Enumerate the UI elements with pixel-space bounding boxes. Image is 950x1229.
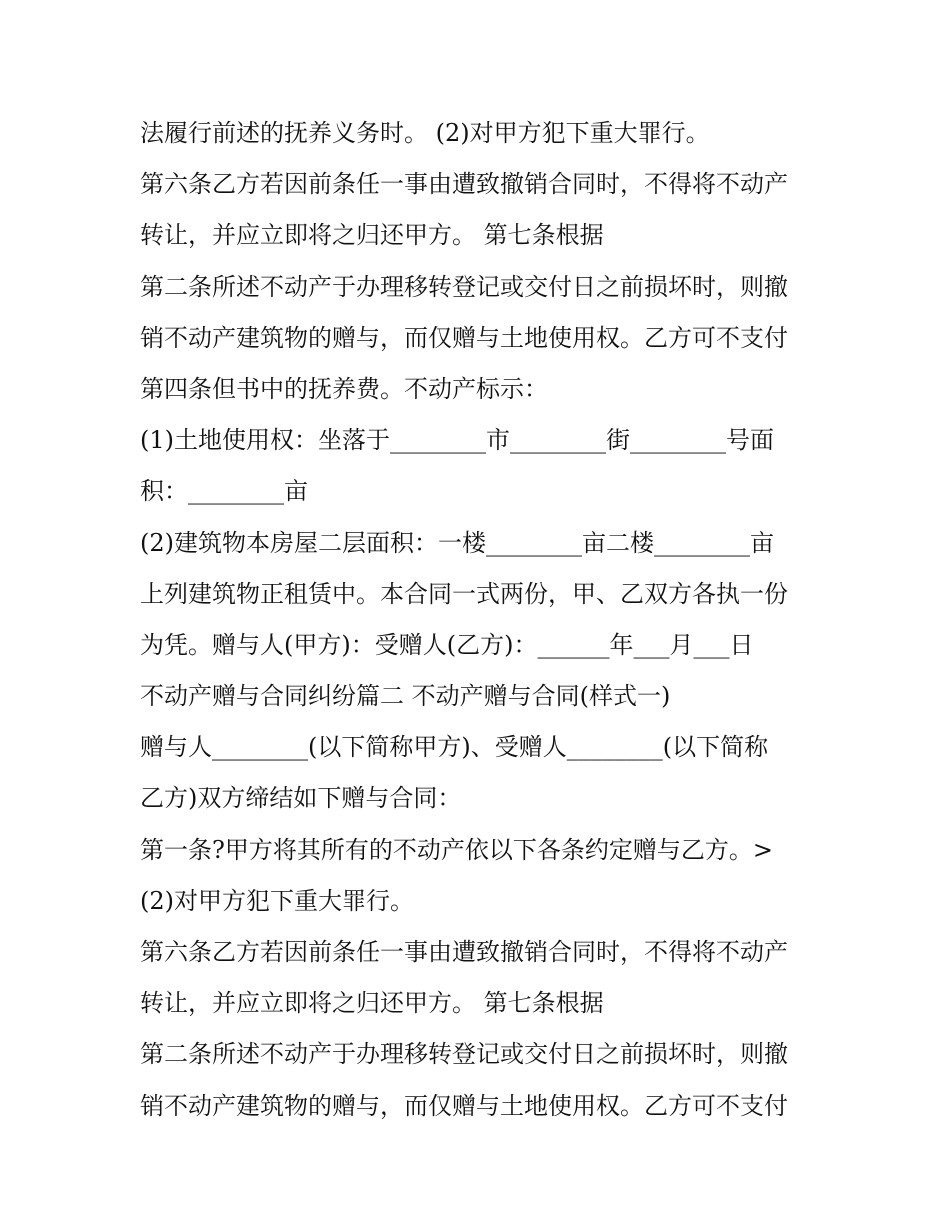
text-line: 第二条所述不动产于办理移转登记或交付日之前损坏时，则撤 [140,1040,788,1069]
text-line: 积：________亩 [140,477,308,506]
text-line: 转让，并应立即将之归还甲方。 第七条根据 [140,989,604,1018]
document-body [140,108,820,1132]
text-line: 转让，并应立即将之归还甲方。 第七条根据 [140,221,604,250]
text-line: 销不动产建筑物的赠与，而仅赠与土地使用权。乙方可不支付 [140,323,788,352]
text-line: 第四条但书中的抚养费。不动产标示： [140,374,548,403]
text-line: (2)对甲方犯下重大罪行。 [140,886,414,915]
text-line: 第六条乙方若因前条任一事由遭致撤销合同时，不得将不动产 [140,938,788,966]
text-line: 赠与人________(以下简称甲方)、受赠人________(以下简称 [140,733,769,762]
text-line: 第一条?甲方将其所有的不动产依以下各条约定赠与乙方。> [140,835,773,864]
text-line: 法履行前述的抚养义务时。 (2)对甲方犯下重大罪行。 [140,119,710,147]
text-line: 乙方)双方缔结如下赠与合同： [140,784,462,813]
text-line: (2)建筑物本房屋二层面积：一楼________亩二楼________亩 [140,528,774,557]
text-line: 不动产赠与合同纠纷篇二 不动产赠与合同(样式一) [140,682,671,711]
text-line: (1)土地使用权：坐落于________市________街________号面 [140,426,774,455]
text-line: 上列建筑物正租赁中。本合同一式两份，甲、乙双方各执一份 [140,579,788,608]
text-line: 为凭。赠与人(甲方)：受赠人(乙方)：______年___月___日 [140,630,754,659]
text-line: 第二条所述不动产于办理移转登记或交付日之前损坏时，则撤 [140,272,788,301]
text-line: 销不动产建筑物的赠与，而仅赠与土地使用权。乙方可不支付 [140,1091,788,1120]
text-line: 第六条乙方若因前条任一事由遭致撤销合同时，不得将不动产 [140,170,788,199]
